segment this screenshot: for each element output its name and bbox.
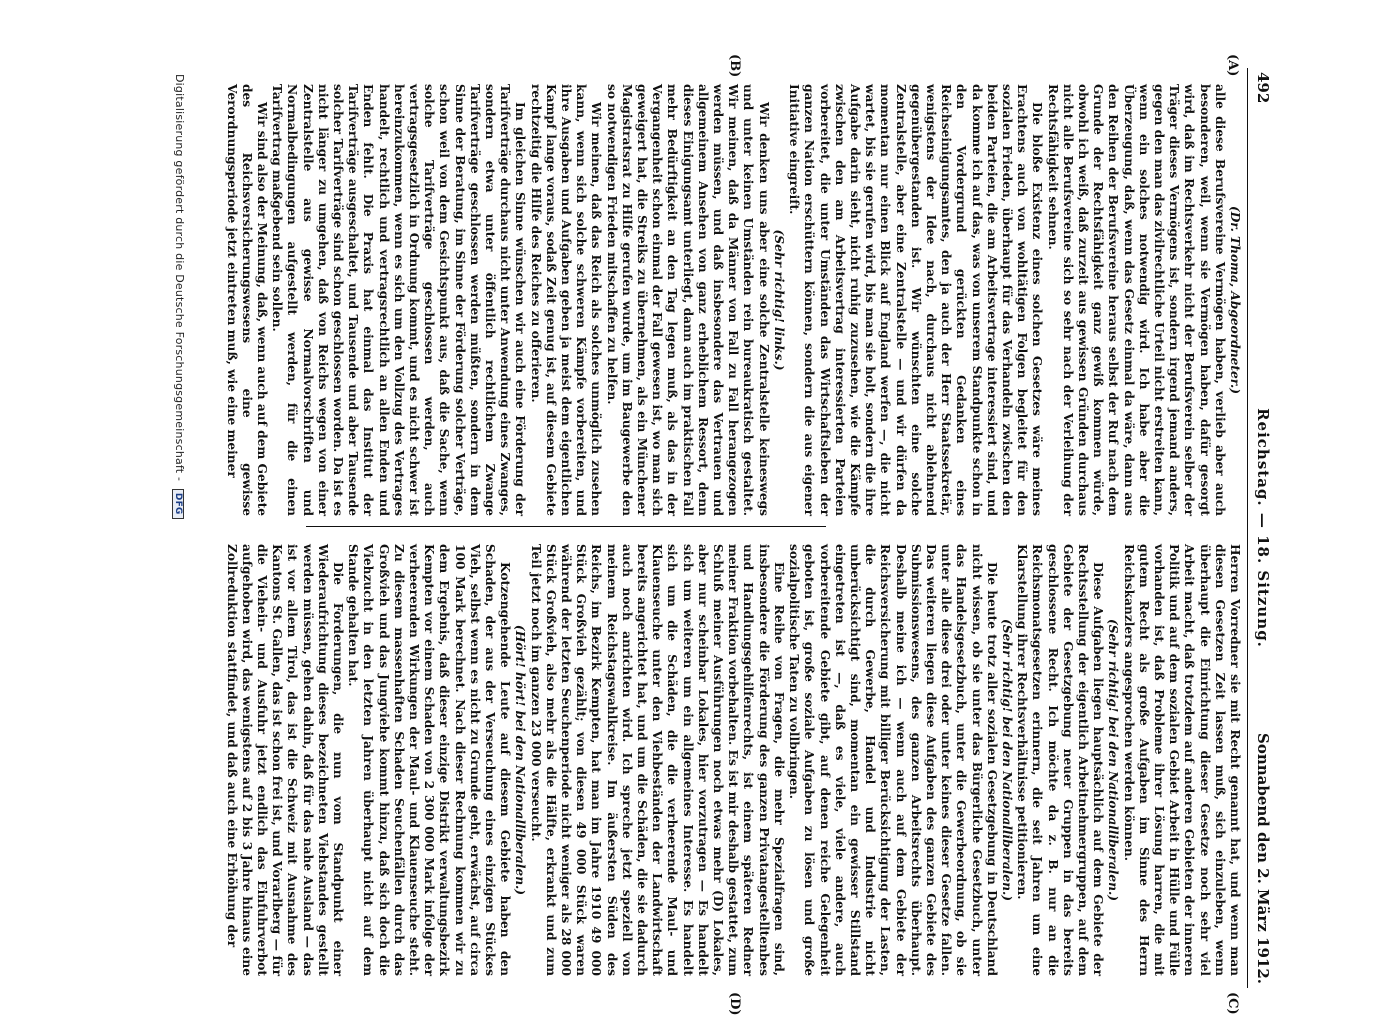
applause-note: (Sehr richtig! bei den Nationalliberalen.) <box>999 618 1014 901</box>
paragraph: Wir meinen, daß das Reich als solches unmöglich zusehen kann, wenn sich solche schweren Kämpfe vorbereiten, und ihre Ausgaben und Aufgaben geben ja meist dem eigentlichen Kampf lange voraus, sodaß Zeit genug ist, auf diesem Gebiete rechtzeitig die Hilfe des Reiches zu offerieren. <box>528 84 604 516</box>
paragraph: Im gleichen Sinne wünschen wir auch eine Förderung der Tarifverträge durchaus nicht unter Anwendung eines Zwanges, sondern etwa unter öffentlich rechtlichem Zwange Tarifverträge geschlossen werden müßten, sondern in dem Sinne der Beratung, im Sinne der Förderung solcher Verträge, schon weil von dem Gesichtspunkt aus, daß die Sache, wenn solche Tarifverträge geschlossen werden, auch vertragsgesetzlich in Ordnung kommt, und es nicht schwer ist hereinzukommen, wenn es sich um den Vollzug des Vertrages handelt, rechtlich und vertragsrechtlich an allen Enden und Enden fehlt. Die Praxis hat einmal das Institut der Tarifverträge ausgeschaltet, und Tausende und aber Tausende solcher Tarifverträge sind schon geschlossen worden. Da ist es nicht länger zu umgehen, daß von Reichs wegen von einer Zentralstelle aus gewisse Normalvorschriften und Normalbedingungen aufgestellt werden, für die einen Tarifvertrag maßgebend sein sollen. <box>270 84 528 516</box>
paragraph: Wir denken uns aber eine solche Zentralstelle keineswegs und unter keinen Umständen rein bureaukratisch gestaltet. Wir meinen, daß da Männer von Fall zu Fall herangezogen werden müssen, und daß insbesondere das Vertrauen und allgemeinem Ansehen von ganz erheblichem Ressort, denn dieses Einigungsamt unterliegt, dann auch im praktischen Fall mehr Bedürftigkeit an den Tag legen muß, als das in der Vergangenheit schon einmal der Fall gewesen ist, wo man sich geweigert hat, die Streiks zu übernehmen, als ein Münchener Magistratsrat zu Hilfe gerufen wurde, um im Baugewerbe den so notwendigen Frieden mitschaffen zu helfen. <box>604 84 771 516</box>
applause-note: (Sehr richtig! links.) <box>771 229 786 371</box>
paragraph: Die heute trotz aller sozialen Gesetzgebung in Deutschland nicht wissen, ob sie unter das Bürgerliche Gesetzbuch, unter das Handelsgesetzbuch, unter die Gewerbeordnung, ob sie unter alle diese drei oder unter keines dieser Gesetze fallen. Das weiteren liegen diese Aufgaben des ganzen Gebiete des Submissionswesens, des ganzen Arbeitsrechts überhaupt. Deshalb meine ich — wenn auch auf dem Gebiete der Reichsversicherung mit billiger Berücksichtigung der Lasten, die durch Gewerbe, Handel und Industrie nicht unberücksichtigt sind, momentan ein gewisser Stillstand eingetreten ist —, daß es viele, viele andere, auch vorbereitende Gebiete gibt, auf denen reiche Gelegenheit geboten ist, große soziale Aufgaben zu lösen und große sozialpolitische Taten zu vollbringen. <box>787 544 999 976</box>
paragraph: Diese Aufgaben liegen hauptsächlich auf dem Gebiete der Rechtsstellung der eigentlich Arbeitnehmergruppen, auf dem Gebiete der Gesetzgebung neuer Gruppen in das bereits geschlossene Recht. Ich möchte da z. B. nur an die Reichsmonatsgesetzen erinnern, die seit Jahren um eine Klarstellung ihrer Rechtsverhältnisse petitionieren. <box>1015 544 1106 976</box>
credit-text: Digitalisierung gefördert durch die Deutsche Forschungsgemeinschaft - <box>173 74 186 482</box>
right-column <box>223 544 1242 976</box>
session-date: Sonnabend den 2. März 1912. <box>1254 733 1272 984</box>
header-rule <box>1247 68 1248 988</box>
paragraph: Kotzengehende Leute auf diesem Gebiete haben den Schaden, der aus der Verseuchung eines einzigen Stückes Vieh, selbst wenn es nicht zu Grunde geht, erwächst, auf circa 100 Mark berechnet. Nach dieser Rechnung kommen wir zu dem Ergebnis, daß dieser einzige Distrikt verwaltungsbezirk Kempten vor einem Schaden von 2 300 000 Mark infolge der verheerenden Wirkungen der Maul- und Klauenseuche steht. Zu diesem massenhaften Schaden Seuchenfällen durch das Großvieh und das Jungviehe kommt hinzu, daß sich doch die Viehzucht in den letzten Jahren überhaupt nicht auf dem Stande gehalten hat. <box>346 544 513 976</box>
column-divider <box>306 526 826 527</box>
paragraph: Wir sind also der Meinung, daß, wenn auch auf dem Gebiete des Reichsversicherungswesens eine gewisse Verordnungsperiode jetzt eintreten muß, wie eine meiner <box>224 84 269 516</box>
paragraph: Die Forderungen, die nun vom Standpunkt einer Wiederaufrichtung dieses bezeichneten Viehstandes gestellt werden müssen, gehen dahin, daß für das nahe Ausland — das ist vor allem Tirol, das ist die Schweiz mit Ausnahme des Kantons St. Gallen, das ist schon frei ist, und Vorarlberg — für die Viehein- und Ausfuhr jetzt endlich das Einfuhrverbot aufgehoben wird, das wenigstens auf 2 bis 3 Jahre hinaus eine Zollreduktion stattfindet, und daß auch eine Erhöhung der <box>224 544 346 976</box>
margin-marker-a: (A) <box>1225 54 1240 77</box>
margin-marker-d: (D) <box>727 992 742 1016</box>
paragraph: alle diese Berufsvereine Vermögen haben, verlieb aber auch besonderen, weil, wenn sie Vermögen haben, dafür gesorgt wird, daß im Rechtsverkehr nicht der Berufsverein selber der Träger dieses Vermögens ist, sondern irgend jemand anders, gegen den man das zivilrechtliche Urteil nicht erstreiten kann, wenn ein solches notwendig wird. Ich habe aber die Überzeugung, daß, wenn das Gesetz einmal da wäre, dann aus den Reihen der Berufsvereine heraus selbst der Ruf nach dem Grunde der Rechtsfähigkeit ganz gewiß kommen würde, obwohl ich weiß, daß zurzeit aus gewissen Gründen durchaus nicht alle Berufsvereine sich so sehr nach der Verleihung der Rechtsfähigkeit sehnen. <box>1045 84 1227 516</box>
session-title: Reichstag. — 18. Sitzung. <box>1254 408 1272 648</box>
margin-marker-b: (B) <box>727 54 742 78</box>
digitization-credit <box>172 74 186 519</box>
left-column <box>223 84 1242 516</box>
paragraph: Herren Vorredner sie mit Recht genannt hat, und wenn man diesen Gesetzen Zeit lassen muß, sich einzuleben, wenn überhaupt die Einrichtung dieser Gesetze noch sehr viel Arbeit macht, daß trotzdem auf anderen Gebieten der inneren Politik und auf dem sozialen Gebiet Arbeit in Hülle und Fülle vorhanden ist, daß Probleme ihrer Lösung harren, die mit gutem Recht als große Aufgaben im Sinne des Herrn Reichskanzlers angesprochen werden können. <box>1121 544 1242 976</box>
applause-note: (Hört! hört! bei den Nationalliberalen.) <box>513 624 528 896</box>
paragraph: Die bloße Existenz eines solchen Gesetzes wäre meines Erachtens auch von wohltätigen Folgen begleitet für den sozialen Frieden, überhaupt für das Verhandeln zwischen den beiden Parteien, die am Arbeitsvertrage interessiert sind, und da komme ich auf das, was von unserem Standpunkte schon in den Vordergrund gerückten Gedanken eines Reichseinigungsamtes, den ja auch der Herr Staatssekretär, wenigstens der Idee nach, durchaus nicht ablehnend gegenübergestanden ist. Wir wünschten eine solche Zentralstelle, aber eine Zentralstelle — und wir dürfen da momentan nur einen Blick auf England werfen —, die nicht wartet, bis sie gerufen wird, bis man sie holt, sondern die ihre Aufgabe darin sieht, nicht ruhig zuzusehen, wie die Kämpfe zwischen den am Arbeitsvertrag interessierten Parteien vorbereitet, die unter Umständen das Wirtschaftsleben der ganzen Nation erschüttern können, sondern die aus eigener Initiative eingreift. <box>787 84 1045 516</box>
paragraph: Eine Reihe von Fragen, die mehr Spezialfragen sind, insbesondere die Förderung des ganzen Privatangestelltenbes und Handlungsgehilfenrechts, ist einem späteren Redner meiner Fraktion vorbehalten. Es ist mir deshalb gestattet, zum Schluß meiner Ausführungen noch etwas mehr (D) Lokales, aber nur scheinbar Lokales, hier vorzutragen — Es handelt sich um weiteren um ein allgemeines Interesse. Es handelt sich um die Schäden, die die verheerende Maul- und Klauenseuche unter den Viehbeständen der Landwirtschaft bereits angerichtet hat, und um die Schäden, die sie dadurch auch noch anrichten wird. Ich spreche jetzt speziell von meinem Reichstagswahlkreise. Im äußersten Süden des Reichs, im Bezirk Kempten, hat man im Jahre 1910 49 000 Stück Großvieh gezählt; von diesen 49 000 Stück waren während der letzten Seuchenperiode nicht weniger als 28 000 Stück Großvieh, also mehr als die Hälfte, erkrankt und zum Teil jetzt noch im ganzen 23 000 verseucht. <box>528 544 786 976</box>
document-page <box>62 54 1272 1016</box>
margin-marker-c: (C) <box>1225 992 1240 1015</box>
dfg-logo: DFG <box>172 489 184 519</box>
page-header <box>1248 68 1272 988</box>
page-number: 492 <box>1254 72 1272 104</box>
applause-note: (Sehr richtig! bei den Nationalliberalen.) <box>1106 618 1121 901</box>
speaker-line: (Dr. Thoma, Abgeordneter.) <box>1228 205 1242 395</box>
